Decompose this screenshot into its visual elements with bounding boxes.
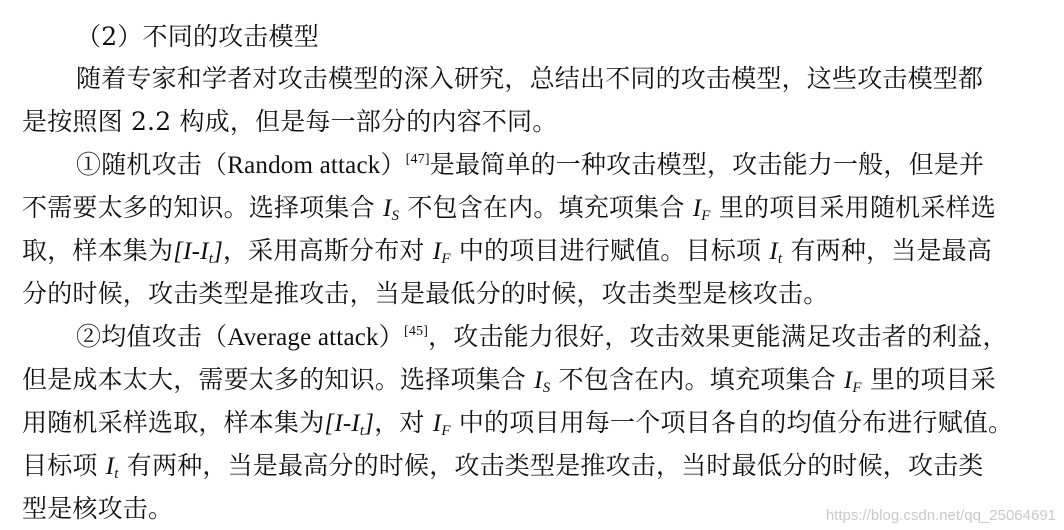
text: ，对 [374, 408, 433, 437]
text: 中的项目用每一个项目各自的均值分布进行赋值。 [450, 408, 1014, 437]
math-sub: t [114, 466, 119, 482]
paragraph-3-line-3 [22, 408, 1032, 439]
citation-ref: [45] [403, 324, 429, 339]
math-var: I [382, 195, 392, 222]
math-var: I [843, 367, 853, 394]
math-sub: t [359, 423, 365, 439]
math-var: I [432, 410, 442, 437]
text: 但是成本太大，需要太多的知识。选择项集合 [22, 365, 535, 394]
text: 不包含在内。填充项集合 [399, 193, 693, 222]
paragraph-2-line-3 [22, 236, 1032, 267]
paragraph-2-line-2 [22, 193, 1032, 224]
text: 有两种，当是最高分的时候，攻击类型是推攻击，当时最低分的时候，攻击类 [118, 451, 984, 480]
text: ，采用高斯分布对 [223, 236, 433, 265]
term-random-attack: Random attack [227, 152, 381, 179]
text: ） [380, 150, 406, 179]
math-sub: S [542, 380, 551, 396]
text: 有两种，当是最高 [782, 236, 993, 265]
text: 不包含在内。填充项集合 [550, 365, 844, 394]
math-var: I [534, 367, 543, 394]
math-var: I [432, 238, 442, 265]
text: ①随机攻击（ [76, 150, 228, 179]
text: 用随机采样选取，样本集为 [22, 408, 325, 437]
math-sub: F [441, 423, 451, 439]
text: 里的项目采用随机采样选 [710, 193, 996, 222]
math-sub: t [777, 251, 783, 267]
math-set-end: ] [364, 410, 375, 437]
citation-ref: [47] [405, 152, 430, 167]
text: 目标项 [22, 451, 106, 480]
watermark: https://blog.csdn.net/qq_25064691 [825, 507, 1056, 524]
term-average-attack: Average attack [227, 324, 379, 351]
math-set: [I-I [324, 410, 360, 437]
text: 中的项目进行赋值。目标项 [450, 236, 770, 265]
math-sub: t [208, 251, 214, 267]
paragraph-3-line-4 [22, 451, 1032, 482]
section-heading: （2）不同的攻击模型 [76, 22, 319, 51]
math-set-end: ] [213, 238, 224, 265]
math-sub: F [701, 208, 711, 224]
text: ） [378, 322, 404, 351]
paragraph-3-line-2 [22, 365, 1032, 396]
text: ，攻击能力很好，攻击效果更能满足攻击者的利益， [428, 322, 1008, 351]
paragraph-3-line-5: 型是核攻击。 [22, 494, 174, 523]
text: 里的项目采 [861, 365, 996, 394]
math-sub: S [391, 208, 400, 224]
math-set: [I-I [173, 238, 209, 265]
math-var: I [692, 195, 702, 222]
text: 取，样本集为 [22, 236, 174, 265]
text: ②均值攻击（ [76, 322, 228, 351]
text: 是最简单的一种攻击模型，攻击能力一般，但是并 [429, 150, 985, 179]
paragraph-2-line-1 [76, 150, 1064, 181]
math-var: I [105, 453, 115, 480]
paragraph-2-line-4: 分的时候，攻击类型是推攻击，当是最低分的时候，攻击类型是核攻击。 [22, 279, 829, 308]
paragraph-1-line-2: 是按照图 2.2 构成，但是每一部分的内容不同。 [22, 107, 558, 136]
paragraph-1-line-1: 随着专家和学者对攻击模型的深入研究，总结出不同的攻击模型，这些攻击模型都 [76, 64, 984, 93]
paragraph-3-line-1 [76, 322, 1064, 353]
math-sub: F [441, 251, 451, 267]
math-var: I [769, 238, 778, 265]
math-sub: F [852, 380, 862, 396]
text: 不需要太多的知识。选择项集合 [22, 193, 383, 222]
